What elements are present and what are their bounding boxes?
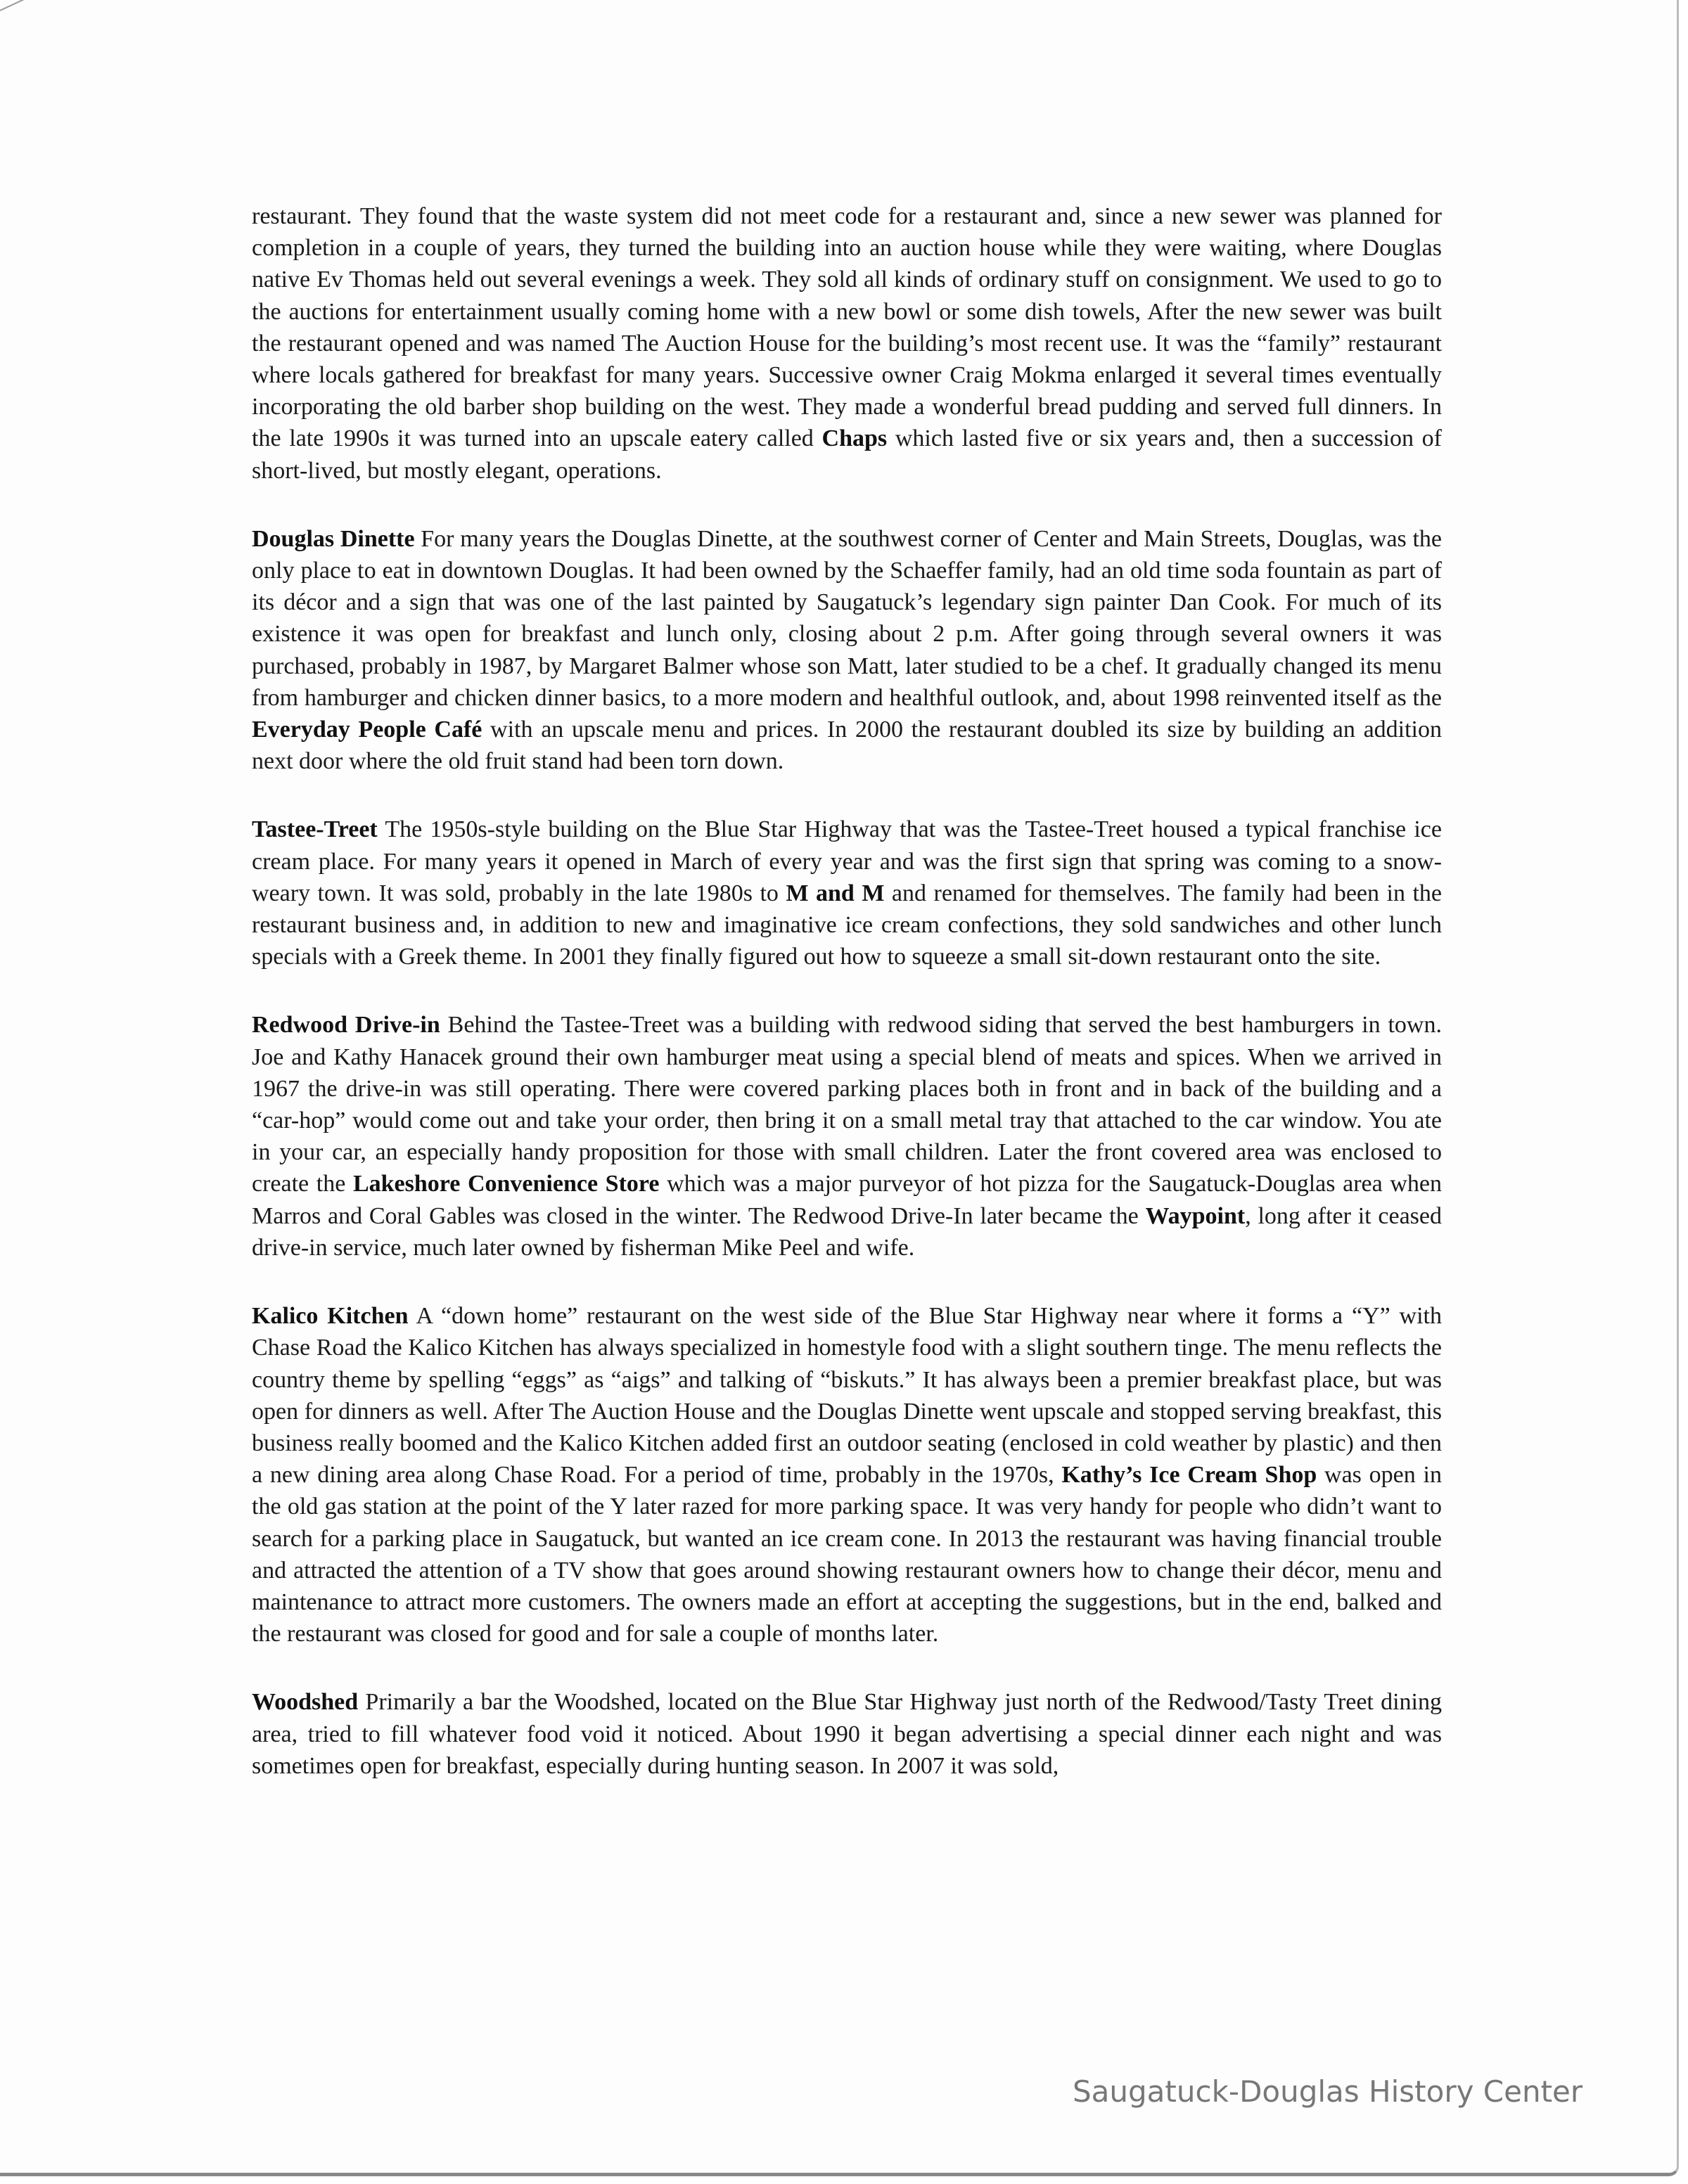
paragraph-text: was open in the old gas station at the point of the Y later razed for more parking space. It was very handy for people who didn’t want to search for a parking place in Saugatuck, but wanted an ice cream cone. In 2013 the restaurant was having financial trouble and attracted the attention of a TV show that goes around showing restaurant owners how to change their décor, menu and maintenance to attract more customers. The owners made an effort at accepting the suggestions, but in the end, balked and the restaurant was closed for good and for sale a couple of months later. [252,1462,1442,1647]
paragraph-text: and renamed for themselves. The family had been in the restaurant business and, in addition to new and imaginative ice cream confections, they sold sandwiches and other lunch specials with a Greek theme. In 2001 they finally figured out how to squeeze a small sit-down restaurant onto the site. [252,880,1443,970]
bold-heading: Everyday People Café [252,717,482,743]
paragraph [252,1686,1442,1782]
paragraph-text: For many years the Douglas Dinette, at the southwest corner of Center and Main Streets, Douglas, was the only place to eat in downtown Douglas. It had been owned by the Schaeffer family, had an old time soda fountain as part of its décor and a sign that was one of the last painted by Saugatuck’s legendary sign painter Dan Cook. For much of its existence it was open for breakfast and lunch only, closing about 2 p.m. After going through several owners it was purchased, probably in 1987, by Margaret Balmer whose son Matt, later studied to be a chef. It gradually changed its menu from hamburger and chicken dinner basics, to a more modern and healthful outlook, and, about 1998 reinvented itself as the [252,525,1442,711]
document-body [252,200,1442,1818]
paragraph [252,523,1442,778]
paragraph [252,1300,1442,1650]
bold-heading: Waypoint [1145,1202,1246,1229]
footer-watermark: Saugatuck-Douglas History Center [1073,2074,1583,2109]
paragraph-text: which was a major purveyor of hot pizza for the Saugatuck-Douglas area when Marros and Coral Gables was closed in the winter. The Redwood Drive-In later became the [252,1171,1442,1229]
paragraph-text: with an upscale menu and prices. In 2000 the restaurant doubled its size by building an addition next door where the old fruit stand had been torn down. [252,717,1443,775]
paragraph-text: The 1950s-style building on the Blue Star Highway that was the Tastee-Treet housed a typical franchise ice cream place. For many years it opened in March of every year and was the first sign that spring was coming to a snow-weary town. It was sold, probably in the late 1980s to [252,816,1442,906]
bold-heading: Lakeshore Convenience Store [352,1171,660,1197]
paragraph [252,1009,1442,1264]
bold-heading: Douglas Dinette [252,525,415,552]
paragraph-text: Behind the Tastee-Treet was a building with redwood siding that served the best hamburgers in town. Joe and Kathy Hanacek ground their own hamburger meat using a special blend of meats and spices. When we arrived in 1967 the drive-in was still operating. There were covered parking places both in front and in back of the building and a “car-hop” would come out and take your order, then bring it on a small metal tray that attached to the car window. You ate in your car, an especially handy proposition for those with small children. Later the front covered area was enclosed to create the [252,1012,1442,1197]
bold-heading: Tastee-Treet [252,816,378,843]
bold-heading: M and M [786,880,885,906]
bold-heading: Kalico Kitchen [252,1303,409,1330]
paragraph-text: A “down home” restaurant on the west side of the Blue Star Highway near where it forms a “Y” with Chase Road the Kalico Kitchen has always specialized in homestyle food with a slight southern tinge. The menu reflects the country theme by spelling “eggs” as “aigs” and talking of “biskuts.” It has always been a premier breakfast place, but was open for dinners as well. After The Auction House and the Douglas Dinette went upscale and stopped serving breakfast, this business really boomed and the Kalico Kitchen added first an outdoor seating (enclosed in cold weather by plastic) and then a new dining area along Chase Road. For a period of time, probably in the 1970s, [252,1303,1442,1489]
bold-heading: Chaps [821,425,888,452]
paragraph-text: restaurant. They found that the waste system did not meet code for a restaurant and, since a new sewer was planned for completion in a couple of years, they turned the building into an auction house while they were waiting, where Douglas native Ev Thomas held out several evenings a week. They sold all kinds of ordinary stuff on consignment. We used to go to the auctions for entertainment usually coming home with a new bowl or some dish towels, After the new sewer was built the restaurant opened and was named The Auction House for the building’s most recent use. It was the “family” restaurant where locals gathered for breakfast for many years. Successive owner Craig Mokma enlarged it several times eventually incorporating the old barber shop building on the west. They made a wonderful bread pudding and served full dinners. In the late 1990s it was turned into an upscale eatery called [252,203,1442,452]
bold-heading: Redwood Drive-in [252,1012,440,1039]
paragraph [252,200,1442,487]
paragraph-text: Primarily a bar the Woodshed, located on the Blue Star Highway just north of the Redwood/Tasty Treet dining area, tried to fill whatever food void it noticed. About 1990 it began advertising a special dinner each night and was sometimes open for breakfast, especially during hunting season. In 2007 it was sold, [252,1689,1442,1779]
bold-heading: Kathy’s Ice Cream Shop [1061,1462,1317,1489]
paragraph-text: which lasted five or six years and, then a succession of short-lived, but mostly elegant, operations. [252,425,1442,484]
paragraph [252,814,1442,972]
paragraph-text: , long after it ceased drive-in service, much later owned by fisherman Mike Peel and wife. [252,1202,1442,1261]
bold-heading: Woodshed [252,1689,359,1716]
page-corner-mark [0,0,26,11]
